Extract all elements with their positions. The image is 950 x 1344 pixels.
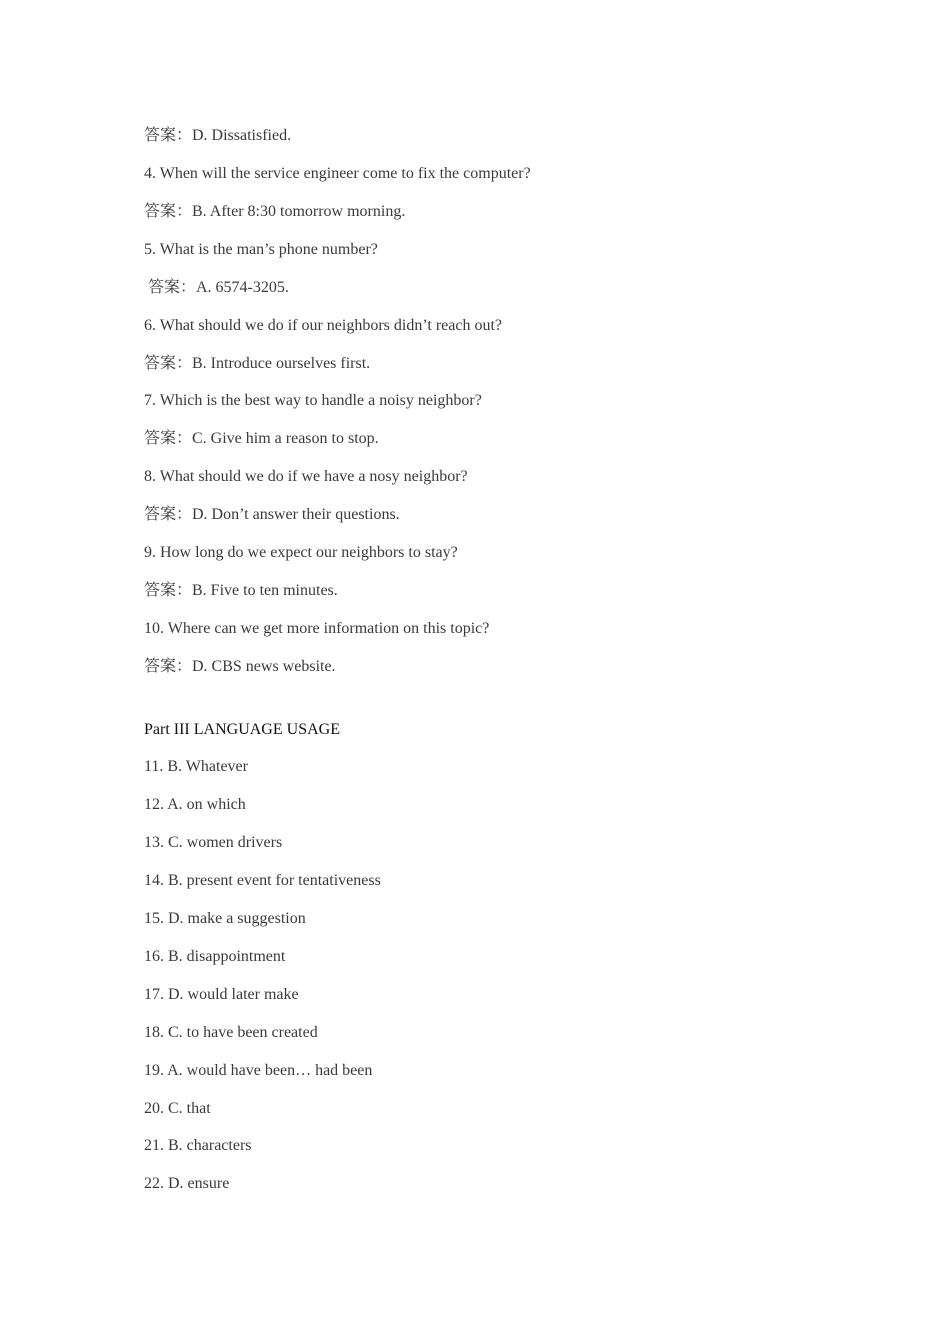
usage-answer: 17. D. would later make — [144, 986, 299, 1003]
usage-answer: 16. B. disappointment — [144, 948, 286, 965]
answer-line: 答案：D. Don’t answer their questions. — [144, 506, 400, 523]
section-heading: Part III LANGUAGE USAGE — [144, 721, 340, 738]
answer-line: 答案：B. Introduce ourselves first. — [144, 355, 371, 372]
usage-answer: 11. B. Whatever — [144, 758, 248, 775]
answer-line: 答案：C. Give him a reason to stop. — [144, 430, 379, 447]
question-line: 4. When will the service engineer come to fix the computer? — [144, 165, 531, 182]
answer-line: 答案：B. After 8:30 tomorrow morning. — [144, 203, 406, 220]
usage-answer: 20. C. that — [144, 1100, 211, 1117]
usage-answer: 22. D. ensure — [144, 1175, 230, 1192]
question-line: 8. What should we do if we have a nosy neighbor? — [144, 468, 468, 485]
question-line: 9. How long do we expect our neighbors to stay? — [144, 544, 458, 561]
usage-answer: 13. C. women drivers — [144, 834, 283, 851]
answer-line: 答案：D. CBS news website. — [144, 658, 336, 675]
usage-answer: 19. A. would have been… had been — [144, 1062, 373, 1079]
usage-answer: 18. C. to have been created — [144, 1024, 318, 1041]
question-line: 7. Which is the best way to handle a noisy neighbor? — [144, 392, 482, 409]
question-line: 6. What should we do if our neighbors didn’t reach out? — [144, 317, 502, 334]
question-line: 5. What is the man’s phone number? — [144, 241, 378, 258]
usage-answer: 12. A. on which — [144, 796, 246, 813]
usage-answer: 21. B. characters — [144, 1137, 252, 1154]
answer-line: 答案：A. 6574-3205. — [148, 279, 289, 296]
answer-line: 答案：B. Five to ten minutes. — [144, 582, 338, 599]
usage-answer: 14. B. present event for tentativeness — [144, 872, 381, 889]
question-line: 10. Where can we get more information on this topic? — [144, 620, 490, 637]
answer-line: 答案：D. Dissatisfied. — [144, 127, 292, 144]
usage-answer: 15. D. make a suggestion — [144, 910, 306, 927]
